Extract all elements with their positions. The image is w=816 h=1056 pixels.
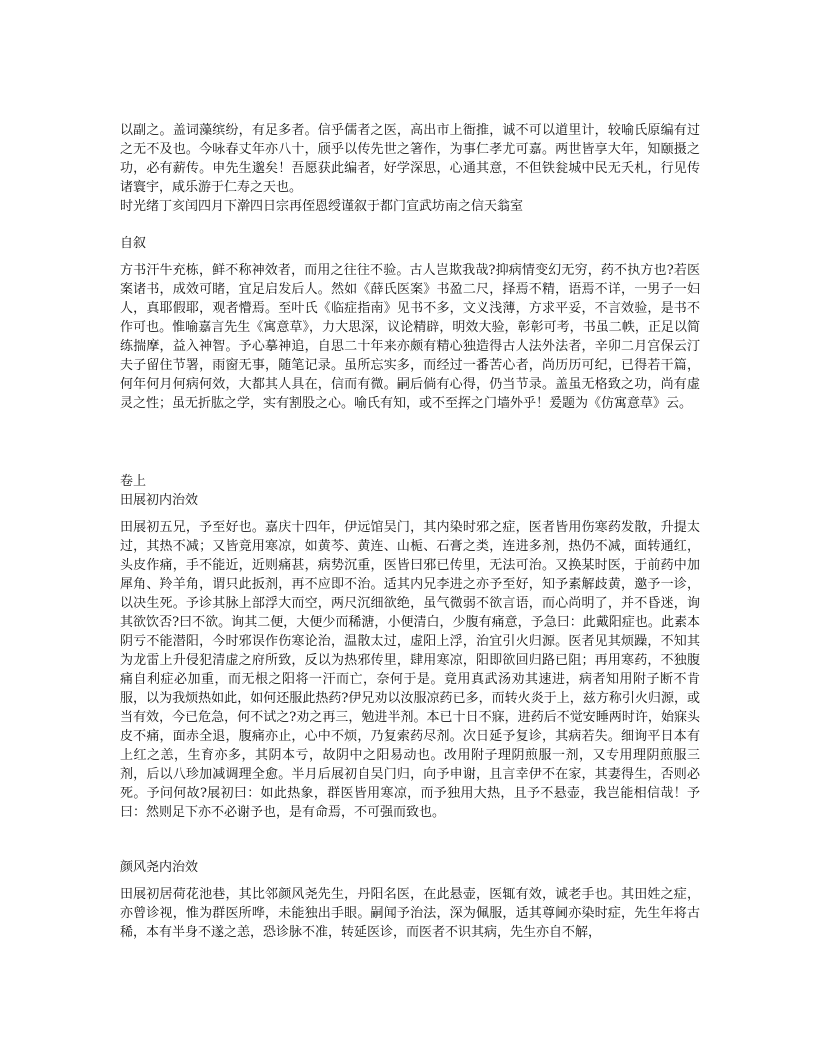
case2-title: 颜风尧内治效	[120, 860, 199, 875]
case1-paragraph: 田展初五兄，予至好也。嘉庆十四年，伊远馆吴门，其内染时邪之症，医者皆用伤寒药发散，升提太过，其热不减；又皆竟用寒凉，如黄芩、黄连、山栀、石膏之类，连进多剂，热仍不减，面转通红，头皮作痛，手不能近，近则痛甚，病势沉重，医皆曰邪已传里，无法可治。又换某时医，于前药中加犀角、羚羊角，谓只此扳剂，再不应即不治。适其内兄李进之亦予至好，知予素解歧黄，邀予一诊，以决生死。予诊其脉上部浮大而空，两尺沉细欲绝，虽气微弱不欲言语，而心尚明了，并不昏迷，询其欲饮否?曰不欲。询其二便，大便少而稀溏，小便清白，少腹有痛意，予急曰：此戴阳症也。此素本阴亏不能潜阳，今时邪误作伤寒论治，温散太过，虚阳上浮，治宜引火归源。医者见其烦躁，不知其为龙雷上升侵犯清虚之府所致，反以为热邪传里，肆用寒凉，阳即欲回归路已阻；再用寒药，不独腹痛自利症必加重，而无根之阳将一汗而亡，奈何于是。竟用真武汤劝其速进，病者知用附子断不肯服，以为我烦热如此，如何还服此热药?伊兄劝以汝服凉药已多，而转火炎于上，兹方称引火归源，或当有效，今已危急，何不试之?劝之再三，勉进半剂。本已十日不寐，进药后不觉安睡两时许，始寐头皮不痛，面赤全退，腹痛亦止，心中不烦，乃复索药尽剂。次日延予复诊，其病若失。细询平日本有上红之恙，生育亦多，其阴本亏，故阴中之阳易动也。改用附子理阴煎服一剂，又专用理阴煎服三剂，后以八珍加减调理全愈。半月后展初自吴门归，向予申谢，且言幸伊不在家，其妻得生，否则必死。予问何故?展初曰：如此热象，群医皆用寒凉，而予独用大热，且予不悬壶，我岂能相信哉！予曰：然则足下亦不必谢予也，是有命焉，不可强而致也。	[120, 520, 700, 820]
self-preface-paragraph: 方书汗牛充栋，鲜不称神效者，而用之往往不验。古人岂欺我哉?抑病情变幻无穷，药不执方也?若医案诸书，成效可睹，宜足启发后人。然如《薛氏医案》书盈二尺，择焉不精，语焉不详，一男子一妇人，真耶假耶，观者懵焉。至叶氏《临症指南》见书不多，文义浅薄，方求平妥，不言效验，是书不作可也。惟喻嘉言先生《寓意草》，力大思深，议论精辟，明效大验，彰彰可考，书虽二帙，正足以简练揣摩，益入神智。予心摹神追，自思二十年来亦颇有精心独造得古人法外法者，辛卯二月宫保云汀夫子留住节署，雨窗无事，随笔记录。虽所忘实多，而经过一番苦心者，尚历历可纪，已得若干篇，何年何月何病何效，大都其人具在，信而有微。嗣后倘有心得，仍当节录。盖虽无格致之功，尚有虚灵之性；虽无折肱之学，实有割股之心。喻氏有知，或不至挥之门墙外乎！爰题为《仿寓意草》云。	[120, 263, 700, 411]
volume-title: 卷上	[120, 474, 147, 489]
case1-title: 田展初内治效	[120, 493, 199, 508]
self-preface-title: 自叙	[120, 236, 147, 251]
case2-paragraph: 田展初居荷花池巷，其比邻颜风尧先生，丹阳名医，在此悬壶，医辄有效，诚老手也。其田姓之症，亦曾诊视，惟为群医所哗，未能独出手眼。嗣闻予治法，深为佩服，适其尊阃亦染时症，先生年将古稀，本有半身不遂之恙，恐诊脉不准，转延医诊，而医者不识其病，先生亦自不解，	[120, 887, 700, 940]
preface-signature: 时光绪丁亥闰四月下澣四日宗再侄恩绶谨叙于都门宣武坊南之信天翁室	[120, 199, 524, 214]
preface-tail-paragraph: 以副之。盖词藻缤纷，有足多者。信乎儒者之医，高出市上衙推，诚不可以道里计，较喻氏原编有过之无不及也。今咏春丈年亦八十，颀乎以传先世之箸作，为事仁孝尤可嘉。两世皆享大年，知颐摄之功，必有薪传。申先生邈矣！吾愿获此编者，好学深思，心通其意，不但铁瓮城中民无夭札，行见传诸寰宇，咸乐游于仁寿之天也。	[120, 123, 700, 195]
